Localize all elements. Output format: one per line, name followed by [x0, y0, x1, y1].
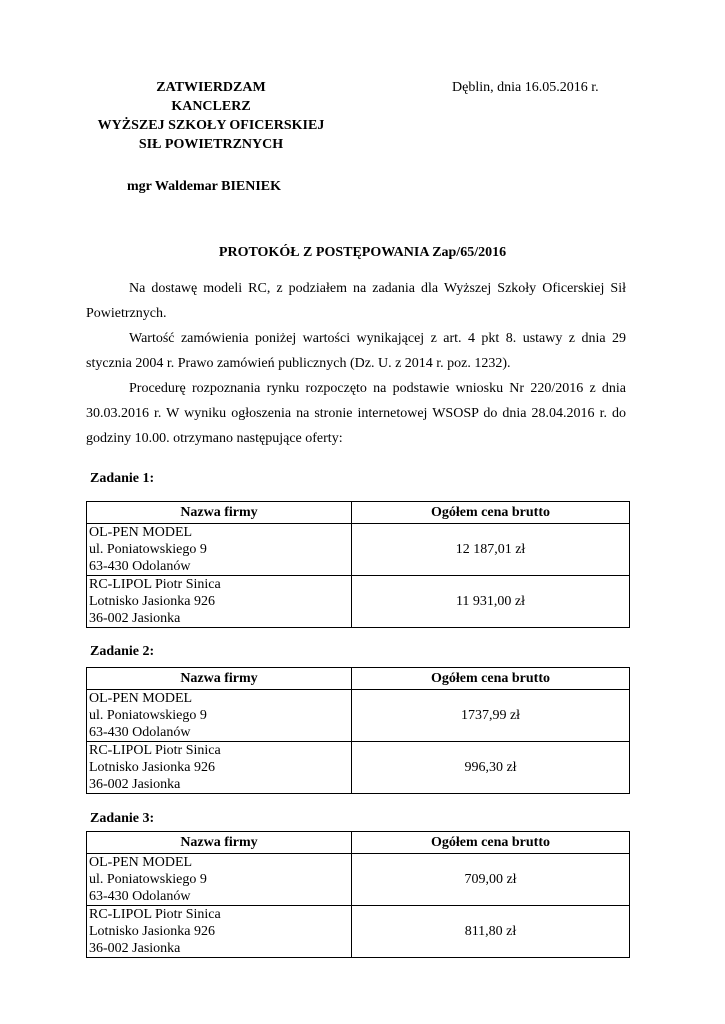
approval-line: SIŁ POWIETRZNYCH	[138, 137, 284, 152]
document-title: PROTOKÓŁ Z POSTĘPOWANIA Zap/65/2016	[218, 245, 507, 260]
column-header-firm: Nazwa firmy	[87, 502, 352, 524]
firm-name: OL-PEN MODEL	[89, 691, 193, 706]
table-row	[87, 524, 630, 576]
firm-street: ul. Poniatowskiego 9	[89, 708, 207, 723]
column-header-firm: Nazwa firmy	[87, 832, 352, 854]
offers-table	[86, 667, 630, 794]
table-header-row	[87, 668, 630, 690]
price-cell: 12 187,01 zł	[352, 524, 630, 576]
offers-table	[86, 831, 630, 958]
place-date: Dęblin, dnia 16.05.2016 r.	[452, 80, 599, 95]
firm-cell	[87, 690, 352, 742]
column-header-price: Ogółem cena brutto	[352, 668, 630, 690]
table-row	[87, 854, 630, 906]
price-cell: 11 931,00 zł	[352, 576, 630, 628]
task-label: Zadanie 3:	[90, 811, 155, 826]
paragraph-procedure: Procedurę rozpoznania rynku rozpoczęto na podstawie wniosku Nr 220/2016 z dnia 30.03.2016 r. W wyniku ogłoszenia na stronie internetowej WSOSP do dnia 28.04.2016 r. do godziny 10.00. otrzymano następujące oferty:	[86, 381, 626, 446]
price-cell: 709,00 zł	[352, 854, 630, 906]
firm-name: RC-LIPOL Piotr Sinica	[89, 577, 221, 592]
approval-line: ZATWIERDZAM	[156, 80, 266, 95]
table-row	[87, 906, 630, 958]
firm-street: ul. Poniatowskiego 9	[89, 542, 207, 557]
table-row	[87, 576, 630, 628]
firm-city: 63-430 Odolanów	[89, 725, 191, 740]
column-header-price: Ogółem cena brutto	[352, 832, 630, 854]
firm-name: RC-LIPOL Piotr Sinica	[89, 907, 221, 922]
firm-cell	[87, 906, 352, 958]
firm-cell	[87, 524, 352, 576]
firm-city: 63-430 Odolanów	[89, 889, 191, 904]
table-header-row	[87, 502, 630, 524]
table-row	[87, 690, 630, 742]
price-cell: 1737,99 zł	[352, 690, 630, 742]
table-header-row	[87, 832, 630, 854]
firm-name: RC-LIPOL Piotr Sinica	[89, 743, 221, 758]
firm-street: Lotnisko Jasionka 926	[89, 924, 215, 939]
firm-city: 36-002 Jasionka	[89, 777, 181, 792]
column-header-firm: Nazwa firmy	[87, 668, 352, 690]
firm-city: 63-430 Odolanów	[89, 559, 191, 574]
approval-line: KANCLERZ	[171, 99, 251, 114]
firm-cell	[87, 576, 352, 628]
task-label: Zadanie 1:	[90, 471, 155, 486]
firm-street: Lotnisko Jasionka 926	[89, 594, 215, 609]
task-label: Zadanie 2:	[90, 644, 155, 659]
firm-name: OL-PEN MODEL	[89, 855, 193, 870]
approval-line: WYŻSZEJ SZKOŁY OFICERSKIEJ	[97, 118, 325, 133]
firm-name: OL-PEN MODEL	[89, 525, 193, 540]
firm-cell	[87, 854, 352, 906]
price-cell: 811,80 zł	[352, 906, 630, 958]
document-body	[86, 276, 626, 451]
price-cell: 996,30 zł	[352, 742, 630, 794]
signer-name: mgr Waldemar BIENIEK	[127, 179, 282, 194]
offers-table	[86, 501, 630, 628]
column-header-price: Ogółem cena brutto	[352, 502, 630, 524]
approval-block	[86, 78, 336, 154]
firm-cell	[87, 742, 352, 794]
firm-city: 36-002 Jasionka	[89, 941, 181, 956]
table-row	[87, 742, 630, 794]
paragraph-subject: Na dostawę modeli RC, z podziałem na zadania dla Wyższej Szkoły Oficerskiej Sił Powietrznych.	[86, 281, 626, 321]
firm-city: 36-002 Jasionka	[89, 611, 181, 626]
firm-street: Lotnisko Jasionka 926	[89, 760, 215, 775]
firm-street: ul. Poniatowskiego 9	[89, 872, 207, 887]
paragraph-value: Wartość zamówienia poniżej wartości wynikającej z art. 4 pkt 8. ustawy z dnia 29 stycznia 2004 r. Prawo zamówień publicznych (Dz. U. z 2014 r. poz. 1232).	[86, 331, 626, 371]
